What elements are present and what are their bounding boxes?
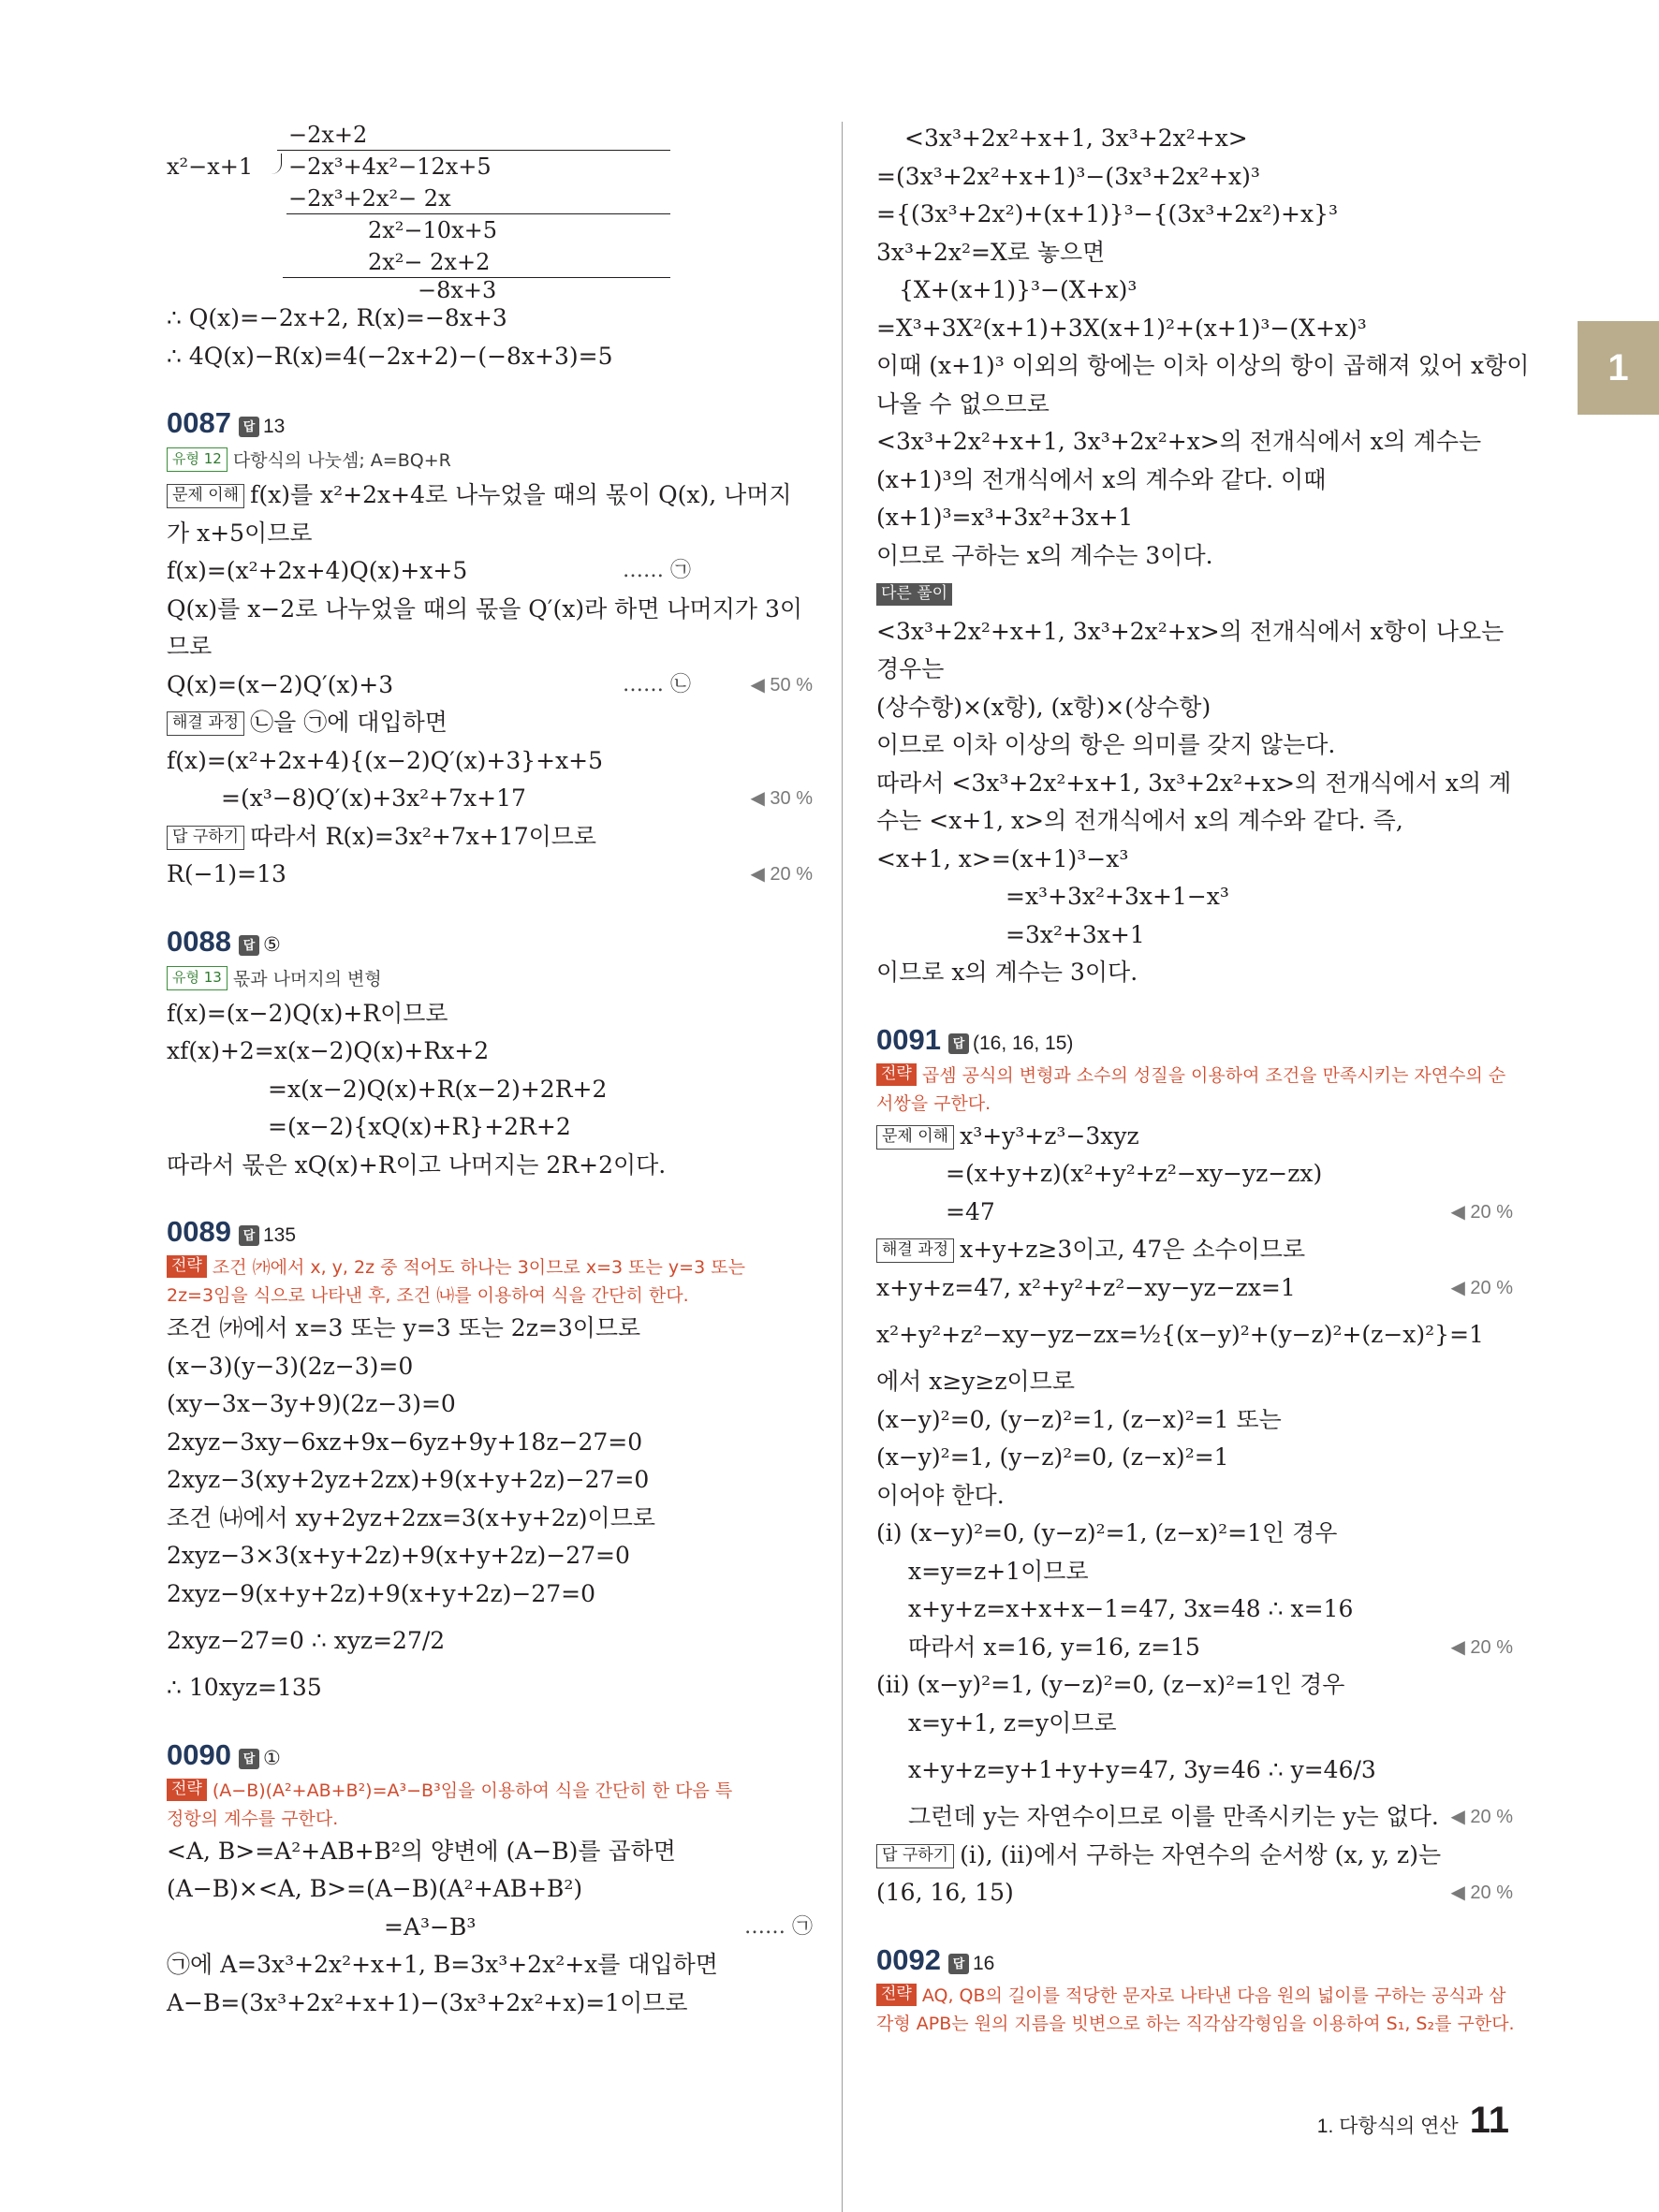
text-line bbox=[876, 1118, 1513, 1156]
division-step2: 2x²− 2x+2 bbox=[368, 249, 491, 275]
answer-icon: 답 bbox=[239, 935, 259, 956]
understand-badge: 문제 이해 bbox=[876, 1125, 954, 1150]
score-percent: ◀ 30 % bbox=[750, 788, 813, 809]
text-line: 따라서 몫은 xQ(x)+R이고 나머지는 2R+2이다. bbox=[167, 1150, 667, 1179]
problem-number: 0087 bbox=[167, 406, 231, 439]
text-line: 3x³+2x²=X로 놓으면 bbox=[876, 238, 1106, 266]
text-line: <3x³+2x²+x+1, 3x³+2x²+x> bbox=[904, 125, 1248, 152]
text-line: ={(3x³+2x²)+(x+1)}³−{(3x³+2x²)+x}³ bbox=[876, 200, 1339, 227]
strategy-line: 정항의 계수를 구한다. bbox=[167, 1808, 339, 1829]
problem-0091-header bbox=[876, 1015, 1513, 1062]
text-line: =X³+3X²(x+1)+3X(x+1)²+(x+1)³−(X+x)³ bbox=[876, 314, 1367, 342]
strategy-badge: 전략 bbox=[167, 1255, 207, 1278]
text-line bbox=[876, 1269, 1513, 1308]
solve-badge: 해결 과정 bbox=[876, 1238, 954, 1263]
long-division bbox=[167, 120, 813, 303]
text: 따라서 x=16, y=16, z=15 bbox=[908, 1633, 1200, 1661]
alt-solution-header bbox=[876, 575, 1513, 613]
text: x+y+z≥3이고, 47은 소수이므로 bbox=[960, 1236, 1306, 1263]
answer-label bbox=[239, 416, 285, 437]
problem-0089-header bbox=[167, 1207, 813, 1253]
text-line: 이므로 x의 계수는 3이다. bbox=[876, 959, 1138, 986]
left-column bbox=[167, 120, 813, 2022]
text-line: =(x+y+z)(x²+y²+z²−xy−yz−zx) bbox=[946, 1160, 1323, 1187]
text-line bbox=[167, 704, 813, 742]
footer-chapter: 1. 다항식의 연산 bbox=[1316, 2116, 1459, 2137]
text-line: 2xyz−9(x+y+2z)+9(x+y+2z)−27=0 bbox=[167, 1579, 596, 1607]
text-line: (x−3)(y−3)(2z−3)=0 bbox=[167, 1352, 414, 1380]
type-badge: 유형 13 bbox=[167, 966, 228, 990]
text-line: ∴ 4Q(x)−R(x)=4(−2x+2)−(−8x+3)=5 bbox=[167, 342, 613, 370]
score-percent: ◀ 50 % bbox=[750, 674, 813, 696]
text: 그런데 y는 자연수이므로 이를 만족시키는 y는 없다. bbox=[908, 1803, 1439, 1830]
page-number: 11 bbox=[1469, 2100, 1509, 2141]
text-line: x+y+z=y+1+y+y=47, 3y=46 ∴ y=46/3 bbox=[908, 1756, 1376, 1783]
text-line: (x+1)³=x³+3x²+3x+1 bbox=[876, 504, 1134, 531]
text-line: 조건 ㈎에서 x=3 또는 y=3 또는 2z=3이므로 bbox=[167, 1314, 641, 1341]
division-quotient: −2x+2 bbox=[288, 122, 368, 148]
problem-number: 0089 bbox=[167, 1215, 231, 1248]
text-line: 따라서 <3x³+2x²+x+1, 3x³+2x²+x>의 전개식에서 x의 계 bbox=[876, 769, 1512, 797]
score-percent: ◀ 20 % bbox=[1450, 1882, 1513, 1903]
answer-icon: 답 bbox=[239, 1225, 259, 1246]
strategy-line: 서쌍을 구한다. bbox=[876, 1092, 991, 1114]
text-line: =(x−2){xQ(x)+R}+2R+2 bbox=[268, 1113, 571, 1140]
text-line: {X+(x+1)}³−(X+x)³ bbox=[899, 276, 1138, 303]
score-percent: ◀ 20 % bbox=[1450, 1636, 1513, 1658]
answer-label bbox=[239, 934, 281, 956]
strategy-badge: 전략 bbox=[167, 1779, 207, 1801]
answer-value: ⑤ bbox=[262, 933, 281, 956]
text: AQ, QB의 길이를 적당한 문자로 나타낸 다음 원의 넓이를 구하는 공식과 삼 bbox=[921, 1985, 1506, 2006]
text-line: x=y=z+1이므로 bbox=[908, 1557, 1089, 1585]
equation-marker: …… ㉠ bbox=[744, 1914, 813, 1939]
problem-number: 0091 bbox=[876, 1022, 941, 1056]
answer-icon: 답 bbox=[239, 417, 259, 437]
text-line: <3x³+2x²+x+1, 3x³+2x²+x>의 전개식에서 x의 계수는 bbox=[876, 428, 1482, 455]
division-remainder: −8x+3 bbox=[418, 277, 497, 303]
text-line: ∴ Q(x)=−2x+2, R(x)=−8x+3 bbox=[167, 304, 507, 331]
strategy-line bbox=[167, 1253, 813, 1282]
answer-label bbox=[239, 1224, 296, 1246]
type-text: 몫과 나머지의 변형 bbox=[232, 968, 382, 989]
text: x³+y³+z³−3xyz bbox=[960, 1121, 1139, 1150]
text-line: (x−y)²=0, (y−z)²=1, (z−x)²=1 또는 bbox=[876, 1405, 1282, 1433]
text: 곱셈 공식의 변형과 소수의 성질을 이용하여 조건을 만족시키는 자연수의 순 bbox=[921, 1064, 1506, 1086]
text: f(x)를 x²+2x+4로 나누었을 때의 몫이 Q(x), 나머지 bbox=[250, 481, 792, 508]
text-line bbox=[167, 552, 813, 591]
text-line: 에서 x≥y≥z이므로 bbox=[876, 1368, 1075, 1395]
strategy-line bbox=[167, 1777, 813, 1805]
text-line: =x³+3x²+3x+1−x³ bbox=[1006, 883, 1229, 910]
text-line bbox=[167, 780, 813, 818]
text-line: (x−y)²=1, (y−z)²=0, (z−x)²=1 bbox=[876, 1443, 1229, 1471]
text-line bbox=[876, 1231, 1513, 1269]
division-dividend: −2x³+4x²−12x+5 bbox=[288, 154, 492, 180]
text: (A−B)(A²+AB+B²)=A³−B³임을 이용하여 식을 간단히 한 다음 특 bbox=[212, 1780, 733, 1801]
strategy-line bbox=[876, 1062, 1513, 1090]
problem-0088-header bbox=[167, 916, 813, 963]
solve-badge: 해결 과정 bbox=[167, 711, 244, 736]
problem-number: 0092 bbox=[876, 1942, 941, 1976]
text-line: 이때 (x+1)³ 이외의 항에는 이차 이상의 항이 곱해져 있어 x항이 bbox=[876, 352, 1530, 379]
text-line: 2xyz−3×3(x+y+2z)+9(x+y+2z)−27=0 bbox=[167, 1542, 630, 1569]
text-line: 수는 <x+1, x>의 전개식에서 x의 계수와 같다. 즉, bbox=[876, 807, 1403, 834]
text-line bbox=[876, 1194, 1513, 1232]
division-bracket bbox=[272, 154, 282, 174]
division-step1: −2x³+2x²− 2x bbox=[288, 185, 451, 212]
score-percent: ◀ 20 % bbox=[1450, 1201, 1513, 1223]
answer-label bbox=[948, 1953, 994, 1974]
text-line: x+y+z=x+x+x−1=47, 3x=48 ∴ x=16 bbox=[908, 1595, 1354, 1622]
answer-label bbox=[948, 1033, 1073, 1054]
text: =A³−B³ bbox=[384, 1912, 477, 1941]
answer-value: (16, 16, 15) bbox=[972, 1032, 1074, 1054]
text: 따라서 R(x)=3x²+7x+17이므로 bbox=[250, 822, 597, 850]
text-line bbox=[167, 856, 813, 894]
division-divisor: x²−x+1 bbox=[167, 154, 254, 180]
answer-value: 16 bbox=[972, 1952, 995, 1974]
text-line bbox=[167, 476, 813, 515]
text: R(−1)=13 bbox=[167, 860, 286, 887]
answer-step-badge: 답 구하기 bbox=[167, 826, 244, 850]
answer-value: 13 bbox=[262, 416, 286, 437]
text-line: <3x³+2x²+x+1, 3x³+2x²+x>의 전개식에서 x항이 나오는 bbox=[876, 617, 1505, 645]
text-line: 므로 bbox=[167, 633, 213, 660]
division-rem1: 2x²−10x+5 bbox=[368, 217, 497, 243]
chapter-side-tab: 1 bbox=[1578, 321, 1659, 415]
text-line: (x+1)³의 전개식에서 x의 계수와 같다. 이때 bbox=[876, 465, 1327, 493]
score-percent: ◀ 20 % bbox=[750, 864, 813, 885]
text-line: <A, B>=A²+AB+B²의 양변에 (A−B)를 곱하면 bbox=[167, 1837, 676, 1865]
answer-icon: 답 bbox=[948, 1033, 969, 1054]
answer-step-badge: 답 구하기 bbox=[876, 1844, 954, 1868]
text-line bbox=[167, 818, 813, 857]
text-line: =x(x−2)Q(x)+R(x−2)+2R+2 bbox=[268, 1075, 608, 1103]
text-line: 이므로 이차 이상의 항은 의미를 갖지 않는다. bbox=[876, 731, 1336, 758]
type-text: 다항식의 나눗셈; A=BQ+R bbox=[232, 450, 451, 471]
text-line: x=y+1, z=y이므로 bbox=[908, 1708, 1117, 1736]
answer-label bbox=[239, 1748, 281, 1769]
column-divider bbox=[842, 122, 843, 2212]
text-line: 이어야 한다. bbox=[876, 1481, 1005, 1509]
answer-value: ① bbox=[262, 1747, 281, 1769]
text-line: 가 x+5이므로 bbox=[167, 519, 313, 547]
text-line: =3x²+3x+1 bbox=[1006, 920, 1145, 948]
text-line bbox=[167, 667, 813, 705]
text: (16, 16, 15) bbox=[876, 1879, 1014, 1906]
text-line bbox=[876, 1837, 1513, 1875]
text: Q(x)=(x−2)Q′(x)+3 bbox=[167, 670, 394, 698]
strategy-line: 각형 APB는 원의 지름을 빗변으로 하는 직각삼각형임을 이용하여 S₁, S₂를 구한다. bbox=[876, 2013, 1515, 2034]
page-footer bbox=[1317, 2097, 1509, 2144]
equation-marker: …… ㉠ bbox=[623, 559, 691, 582]
equation-marker: …… ㉡ bbox=[623, 672, 691, 696]
problem-0090-header bbox=[167, 1730, 813, 1777]
type-badge: 유형 12 bbox=[167, 447, 228, 472]
text-line: ㉠에 A=3x³+2x²+x+1, B=3x³+2x²+x를 대입하면 bbox=[167, 1951, 718, 1978]
text: =(x³−8)Q′(x)+3x²+7x+17 bbox=[221, 784, 526, 812]
text-line: ∴ 10xyz=135 bbox=[167, 1674, 322, 1701]
text-line: (xy−3x−3y+9)(2z−3)=0 bbox=[167, 1390, 456, 1417]
text-line: (상수항)×(x항), (x항)×(상수항) bbox=[876, 693, 1211, 721]
answer-icon: 답 bbox=[239, 1749, 259, 1769]
text-line bbox=[876, 1874, 1513, 1912]
problem-0087-header bbox=[167, 398, 813, 445]
problem-0092-header bbox=[876, 1935, 1513, 1982]
problem-number: 0090 bbox=[167, 1737, 231, 1771]
text: =47 bbox=[946, 1197, 995, 1225]
text-line: f(x)=(x²+2x+4){(x−2)Q′(x)+3}+x+5 bbox=[167, 746, 604, 774]
answer-icon: 답 bbox=[948, 1954, 969, 1974]
text-line: <x+1, x>=(x+1)³−x³ bbox=[876, 844, 1129, 872]
text-line: (ⅰ) (x−y)²=0, (y−z)²=1, (z−x)²=1인 경우 bbox=[876, 1519, 1338, 1546]
problem-type-line bbox=[167, 445, 813, 476]
text-line: 2xyz−3xy−6xz+9x−6yz+9y+18z−27=0 bbox=[167, 1428, 643, 1456]
text: x+y+z=47, x²+y²+z²−xy−yz−zx=1 bbox=[876, 1273, 1296, 1301]
text-line bbox=[876, 1629, 1513, 1667]
understand-badge: 문제 이해 bbox=[167, 484, 244, 508]
text-line: 2xyz−3(xy+2yz+2zx)+9(x+y+2z)−27=0 bbox=[167, 1466, 650, 1493]
text-line: (A−B)×<A, B>=(A−B)(A²+AB+B²) bbox=[167, 1875, 583, 1902]
right-column bbox=[876, 120, 1530, 2038]
text-line: 경우는 bbox=[876, 655, 945, 682]
text: (ⅰ), (ⅱ)에서 구하는 자연수의 순서쌍 (x, y, z)는 bbox=[960, 1840, 1442, 1868]
text: f(x)=(x²+2x+4)Q(x)+x+5 bbox=[167, 557, 468, 584]
alt-solution-badge: 다른 풀이 bbox=[876, 583, 952, 606]
text-line: xf(x)+2=x(x−2)Q(x)+Rx+2 bbox=[167, 1037, 490, 1064]
text: ㉡을 ㉠에 대입하면 bbox=[250, 709, 448, 736]
answer-value: 135 bbox=[262, 1224, 297, 1246]
text-line: (ⅱ) (x−y)²=1, (y−z)²=0, (z−x)²=1인 경우 bbox=[876, 1671, 1345, 1698]
strategy-badge: 전략 bbox=[876, 1063, 917, 1086]
problem-number: 0088 bbox=[167, 924, 231, 958]
strategy-line bbox=[876, 1982, 1513, 2010]
text-line: f(x)=(x−2)Q(x)+R이므로 bbox=[167, 999, 448, 1027]
text-line bbox=[167, 1909, 813, 1947]
text-line: A−B=(3x³+2x²+x+1)−(3x³+2x²+x)=1이므로 bbox=[167, 1988, 688, 2016]
strategy-badge: 전략 bbox=[876, 1984, 917, 2006]
text-line: 조건 ㈏에서 xy+2yz+2zx=3(x+y+2z)이므로 bbox=[167, 1503, 655, 1531]
score-percent: ◀ 20 % bbox=[1450, 1807, 1513, 1827]
text-line: 이므로 구하는 x의 계수는 3이다. bbox=[876, 541, 1213, 569]
score-percent: ◀ 20 % bbox=[1450, 1277, 1513, 1298]
text-line: 나올 수 없으므로 bbox=[876, 389, 1050, 417]
text-line: x²+y²+z²−xy−yz−zx=½{(x−y)²+(y−z)²+(z−x)²}=1 bbox=[876, 1321, 1484, 1348]
text-line: Q(x)를 x−2로 나누었을 때의 몫을 Q′(x)라 하면 나머지가 3이 bbox=[167, 594, 803, 623]
text: 조건 ㈎에서 x, y, 2z 중 적어도 하나는 3이므로 x=3 또는 y=3 또는 bbox=[212, 1257, 745, 1278]
text-line: 2xyz−27=0 ∴ xyz=27/2 bbox=[167, 1627, 446, 1654]
strategy-line: 2z=3임을 식으로 나타낸 후, 조건 ㈏를 이용하여 식을 간단히 한다. bbox=[167, 1285, 689, 1306]
text-line bbox=[876, 1798, 1513, 1837]
text-line: =(3x³+2x²+x+1)³−(3x³+2x²+x)³ bbox=[876, 162, 1260, 190]
problem-type-line bbox=[167, 963, 813, 995]
